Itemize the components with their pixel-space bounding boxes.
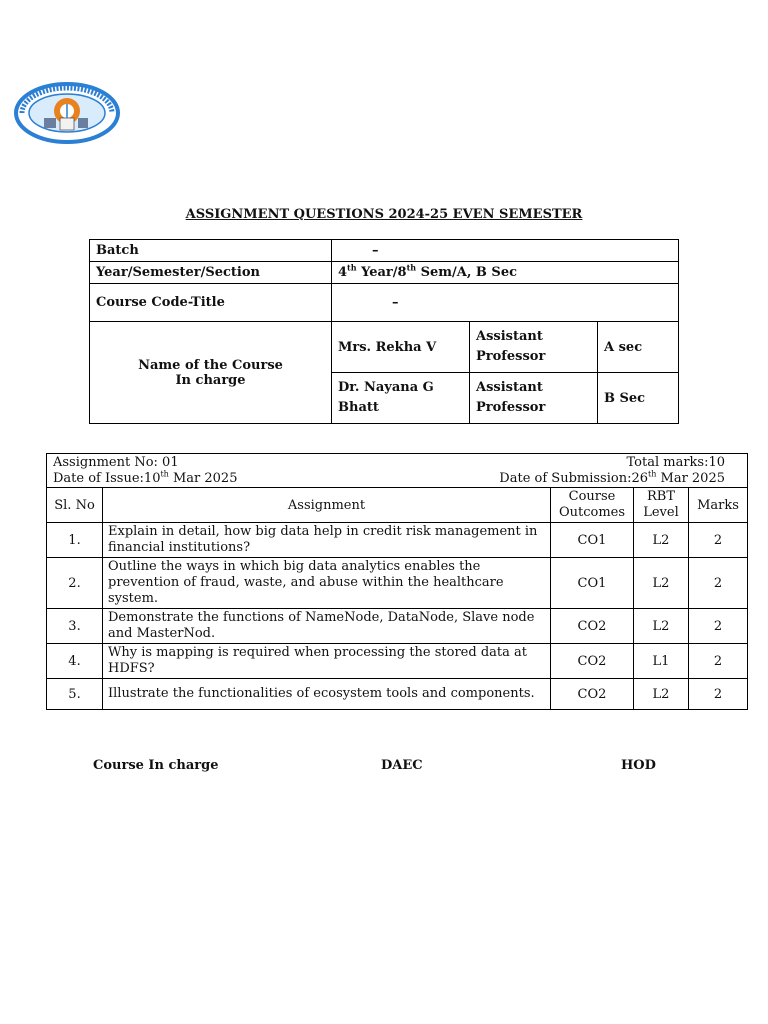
column-header-course-outcomes: Course Outcomes — [551, 488, 634, 523]
table-row — [47, 679, 748, 710]
batch-label: Batch — [90, 240, 332, 262]
row-slno: 5. — [47, 679, 103, 710]
year-semester-section-label: Year/Semester/Section — [90, 262, 332, 284]
total-marks: Total marks:10 — [626, 455, 725, 470]
row-question: Demonstrate the functions of NameNode, DataNode, Slave node and MasterNod. — [103, 609, 551, 644]
row-rbt-level: L2 — [634, 609, 689, 644]
year-semester-section-value: 4th Year/8th Sem/A, B Sec — [332, 262, 679, 284]
row-rbt-level: L2 — [634, 679, 689, 710]
row-course-outcome: CO2 — [551, 644, 634, 679]
row-marks: 2 — [689, 523, 748, 558]
signature-course-incharge: Course In charge — [93, 758, 219, 773]
assignment-header — [47, 454, 748, 488]
column-header-slno: Sl. No — [47, 488, 103, 523]
table-row — [47, 523, 748, 558]
row-rbt-level: L1 — [634, 644, 689, 679]
row-marks: 2 — [689, 609, 748, 644]
row-question: Outline the ways in which big data analytics enables the prevention of fraud, waste, and abuse within the healthcare system. — [103, 558, 551, 609]
table-row — [47, 644, 748, 679]
row-course-outcome: CO1 — [551, 523, 634, 558]
row-course-outcome: CO1 — [551, 558, 634, 609]
course-incharge-label: Name of the Course In charge — [90, 322, 332, 424]
row-question: Explain in detail, how big data help in credit risk management in financial institutions? — [103, 523, 551, 558]
row-marks: 2 — [689, 644, 748, 679]
course-info-table — [89, 239, 679, 424]
column-header-marks: Marks — [689, 488, 748, 523]
table-row — [47, 609, 748, 644]
faculty-designation: Assistant Professor — [470, 373, 598, 424]
column-header-assignment: Assignment — [103, 488, 551, 523]
row-slno: 1. — [47, 523, 103, 558]
page-title: ASSIGNMENT QUESTIONS 2024-25 EVEN SEMESTER — [185, 207, 583, 222]
date-of-submission: Date of Submission:26th Mar 2025 — [499, 469, 725, 486]
faculty-section: A sec — [598, 322, 679, 373]
assignment-number: Assignment No: 01 — [53, 455, 179, 470]
faculty-section: B Sec — [598, 373, 679, 424]
assignment-table — [46, 453, 748, 710]
course-code-label: Course Code-Title — [90, 284, 332, 322]
row-course-outcome: CO2 — [551, 609, 634, 644]
batch-value: – — [332, 240, 679, 262]
row-question: Why is mapping is required when processing the stored data at HDFS? — [103, 644, 551, 679]
row-marks: 2 — [689, 679, 748, 710]
column-header-rbt-level: RBT Level — [634, 488, 689, 523]
course-code-value: – — [332, 284, 679, 322]
date-of-issue: Date of Issue:10th Mar 2025 — [53, 469, 238, 486]
row-course-outcome: CO2 — [551, 679, 634, 710]
faculty-name: Dr. Nayana G Bhatt — [332, 373, 470, 424]
row-question: Illustrate the functionalities of ecosystem tools and components. — [103, 679, 551, 710]
row-slno: 3. — [47, 609, 103, 644]
row-slno: 4. — [47, 644, 103, 679]
row-slno: 2. — [47, 558, 103, 609]
faculty-designation: Assistant Professor — [470, 322, 598, 373]
signature-hod: HOD — [621, 758, 656, 773]
row-marks: 2 — [689, 558, 748, 609]
institute-logo — [14, 82, 120, 144]
table-row — [47, 558, 748, 609]
row-rbt-level: L2 — [634, 523, 689, 558]
signature-daec: DAEC — [381, 758, 423, 773]
faculty-name: Mrs. Rekha V — [332, 322, 470, 373]
row-rbt-level: L2 — [634, 558, 689, 609]
